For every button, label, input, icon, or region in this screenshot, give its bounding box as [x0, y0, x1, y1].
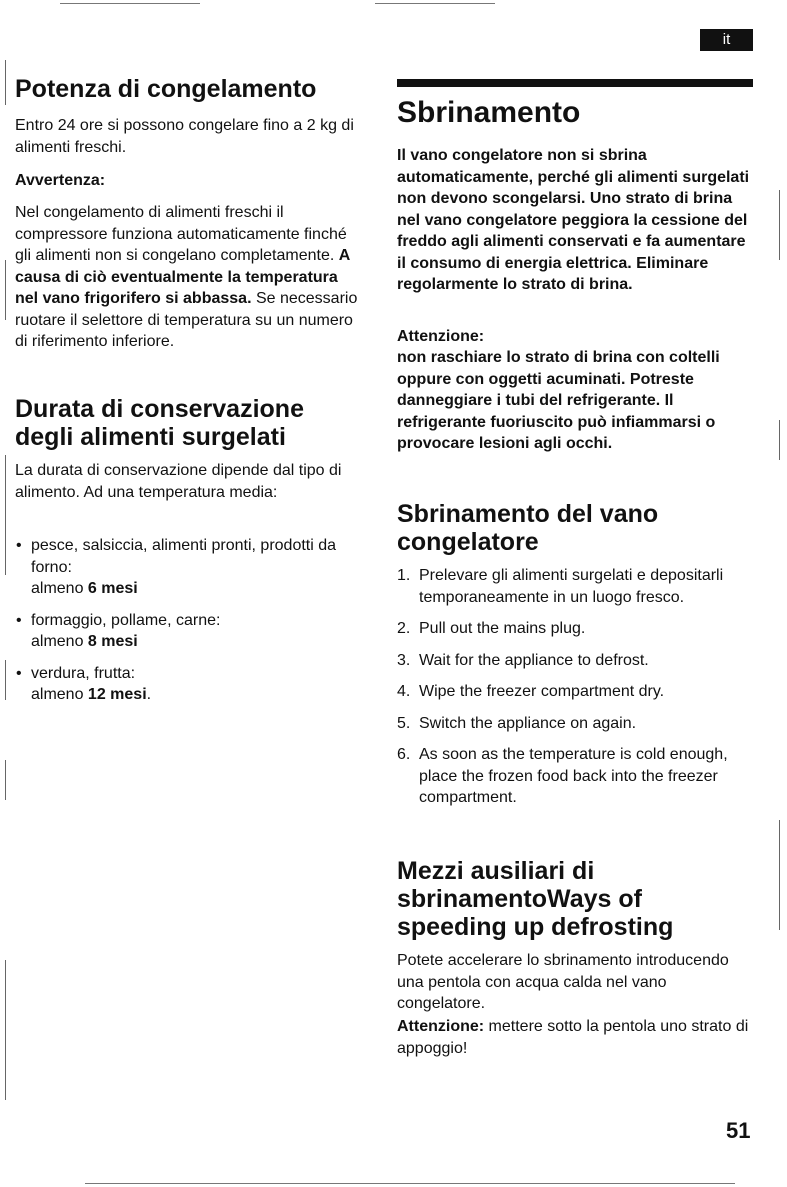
- defrost-steps-list: [397, 565, 757, 819]
- step-text: Pull out the mains plug.: [419, 620, 586, 637]
- margin-line: [779, 190, 780, 260]
- paragraph-text: Se necessario ruotare il selettore di temperatura su un numero di riferimento inferiore.: [15, 290, 358, 350]
- item-prefix: almeno: [31, 633, 88, 650]
- item-duration: 6 mesi: [87, 580, 138, 597]
- bottom-border-line: [85, 1183, 735, 1184]
- margin-line: [779, 420, 780, 460]
- step-text: As soon as the temperature is cold enough, place the frozen food back into the freezer compartment.: [419, 746, 728, 806]
- paragraph-text: mettere sotto la pentola uno strato di appoggio!: [397, 1018, 749, 1057]
- step-text: Wipe the freezer compartment dry.: [419, 683, 665, 700]
- item-text: formaggio, pollame, carne:: [31, 611, 221, 629]
- paragraph: La durata di conservazione dipende dal tipo di alimento. Ad una temperatura media:: [15, 462, 342, 501]
- step-text: Prelevare gli alimenti surgelati e depositarli temporaneamente in un luogo fresco.: [419, 567, 724, 606]
- section-title-sbrinamento-vano: Sbrinamento del vano congelatore: [397, 500, 659, 556]
- step-text: Wait for the appliance to defrost.: [419, 651, 649, 669]
- step-number: 2.: [397, 620, 411, 637]
- step-item: [397, 650, 757, 672]
- list-item: [15, 663, 375, 706]
- paragraph-emphasis: A causa di ciò eventualmente la temperatura nel vano frigorifero si abbassa.: [15, 247, 350, 307]
- paragraph: [397, 1016, 757, 1059]
- list-item: [15, 535, 375, 600]
- item-text: verdura, frutta:: [31, 664, 136, 682]
- margin-line: [5, 960, 6, 1100]
- margin-line: [5, 660, 6, 700]
- item-suffix: .: [146, 686, 152, 703]
- page-number: 51: [726, 1118, 751, 1143]
- section-title-durata: Durata di conservazione degli alimenti surgelati: [15, 395, 304, 451]
- step-number: 5.: [397, 714, 411, 732]
- bullet-icon: •: [16, 537, 22, 554]
- note-label: Avvertenza:: [15, 172, 106, 189]
- paragraph-text: Nel congelamento di alimenti freschi il compressore funziona automaticamente finché gli alimenti non si congelano completamente.: [15, 204, 347, 264]
- step-number: 6.: [397, 746, 411, 763]
- step-number: 3.: [397, 651, 411, 669]
- step-text: Switch the appliance on again.: [419, 714, 637, 732]
- item-text: pesce, salsiccia, alimenti pronti, prodotti da forno:: [31, 537, 337, 576]
- storage-duration-list: [15, 535, 375, 716]
- step-item: [397, 618, 757, 640]
- paragraph: Potete accelerare lo sbrinamento introducendo una pentola con acqua calda nel vano congelatore.: [397, 952, 729, 1012]
- step-item: [397, 565, 757, 608]
- section-title-sbrinamento: Sbrinamento: [397, 96, 581, 129]
- bullet-icon: •: [16, 664, 22, 682]
- step-number: 1.: [397, 567, 411, 584]
- paragraph-bold: Il vano congelatore non si sbrina automaticamente, perché gli alimenti surgelati non devono scongelarsi. Uno strato di brina nel vano congelatore peggiora la cessione del freddo agli alimenti conservati e fa aumentare il consumo di energia elettrica. Eliminare regolarmente lo strato di brina.: [397, 147, 750, 293]
- margin-line: [5, 60, 6, 105]
- item-duration: 8 mesi: [87, 633, 138, 650]
- list-item: [15, 610, 375, 653]
- section-title-potenza: Potenza di congelamento: [15, 75, 317, 103]
- step-number: 4.: [397, 683, 411, 700]
- section-rule: [397, 79, 753, 87]
- language-badge: it: [700, 29, 753, 51]
- note-label: Attenzione:: [397, 1018, 485, 1035]
- top-border-line: [375, 3, 495, 4]
- item-prefix: almeno: [31, 686, 88, 703]
- step-item: [397, 713, 757, 735]
- margin-line: [5, 760, 6, 800]
- item-duration: 12 mesi: [87, 686, 147, 703]
- margin-line: [5, 260, 6, 320]
- top-border-line: [60, 3, 200, 4]
- paragraph: [15, 202, 365, 353]
- bullet-icon: •: [16, 611, 22, 629]
- step-item: [397, 681, 757, 703]
- margin-line: [5, 455, 6, 575]
- step-item: [397, 744, 757, 809]
- margin-line: [779, 820, 780, 930]
- item-prefix: almeno: [31, 580, 88, 597]
- paragraph: Entro 24 ore si possono congelare fino a 2 kg di alimenti freschi.: [15, 117, 354, 156]
- section-title-mezzi-ausiliari: Mezzi ausiliari di sbrinamentoWays of speeding up defrosting: [397, 857, 674, 941]
- paragraph-bold: non raschiare lo strato di brina con coltelli oppure con oggetti acuminati. Potreste danneggiare i tubi del refrigerante. Il refrigerante fuoriuscito può infiammarsi o provocare lesioni agli occhi.: [397, 349, 720, 452]
- note-label: Attenzione:: [397, 328, 485, 345]
